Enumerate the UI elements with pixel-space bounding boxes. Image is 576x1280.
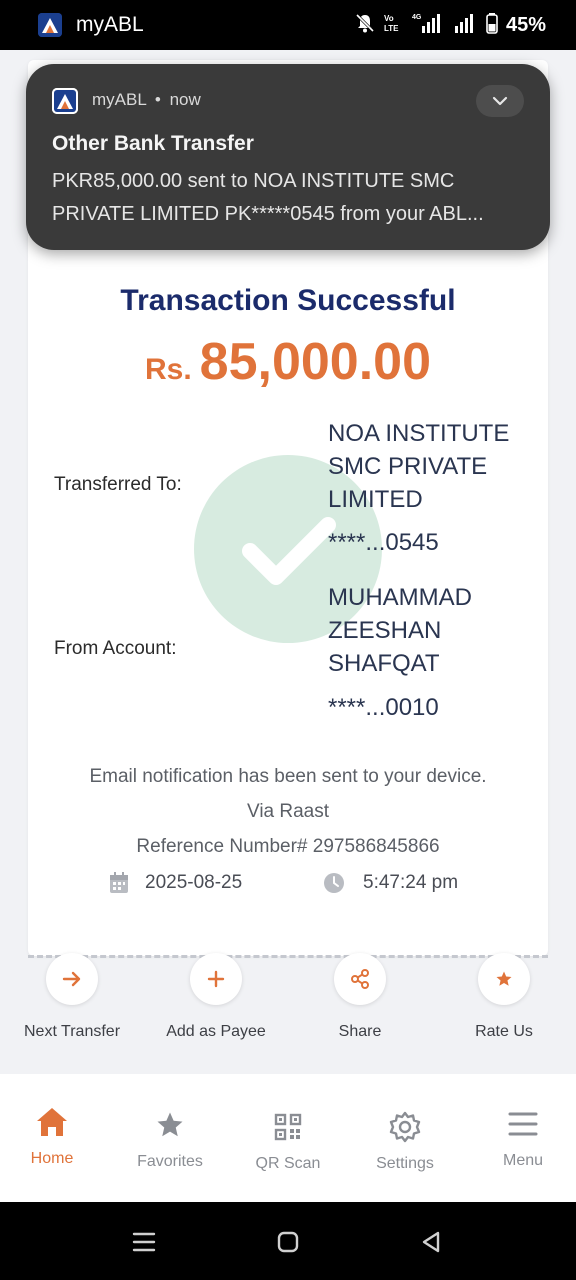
hamburger-icon [468, 1104, 576, 1144]
svg-text:4G: 4G [411, 14, 422, 21]
signal-icon-2 [454, 12, 478, 39]
nav-home[interactable] [0, 1102, 107, 1168]
transfer-channel: Via Raast [246, 801, 330, 822]
battery-percent: 45% [505, 14, 546, 36]
reference-number: Reference Number# 297586845866 [136, 836, 440, 857]
notification-time: now [169, 90, 201, 109]
nav-qr-scan-label: QR Scan [255, 1155, 321, 1172]
rate-us-label: Rate Us [475, 1023, 533, 1040]
notification-expand-button[interactable] [476, 85, 524, 117]
back-icon[interactable] [420, 1230, 442, 1259]
nav-favorites-label: Favorites [137, 1153, 203, 1170]
transaction-date [109, 872, 242, 894]
share-button[interactable] [300, 953, 420, 1041]
nav-settings[interactable] [350, 1107, 460, 1173]
sender-name: MUHAMMAD ZEESHAN SHAFQAT [328, 584, 472, 677]
push-notification[interactable] [26, 64, 550, 250]
qr-icon [233, 1107, 343, 1147]
favorites-star-icon [115, 1105, 225, 1145]
plus-icon [190, 953, 242, 1005]
notification-separator: • [154, 90, 161, 109]
transaction-time [323, 872, 458, 894]
sender-account: ****...0010 [328, 694, 439, 721]
next-transfer-label: Next Transfer [23, 1023, 121, 1040]
nav-settings-label: Settings [376, 1155, 434, 1172]
home-system-icon[interactable] [277, 1231, 299, 1258]
mute-bell-icon [354, 12, 376, 39]
system-navigation-bar [0, 1202, 576, 1280]
volte-icon [384, 12, 404, 39]
payee-name: NOA INSTITUTE SMC PRIVATE LIMITED [328, 420, 510, 513]
calendar-icon [109, 872, 129, 894]
transaction-amount [28, 332, 548, 392]
nav-menu[interactable] [468, 1104, 576, 1170]
recent-apps-icon[interactable] [132, 1231, 156, 1258]
arrow-right-icon [46, 953, 98, 1005]
status-app-name: myABL [76, 13, 144, 36]
rate-us-button[interactable] [444, 953, 564, 1041]
notification-app-name: myABL [92, 90, 147, 109]
add-as-payee-label: Add as Payee [166, 1023, 266, 1040]
nav-favorites[interactable] [115, 1105, 225, 1171]
abl-logo-icon [38, 13, 62, 37]
next-transfer-button[interactable] [12, 953, 132, 1041]
nav-qr-scan[interactable] [233, 1107, 343, 1173]
currency-label: Rs. [144, 353, 192, 386]
notification-header [92, 90, 201, 110]
time-value: 5:47:24 pm [363, 872, 459, 893]
battery-icon [486, 12, 498, 39]
email-notice: Email notification has been sent to your device. [89, 766, 487, 787]
date-value: 2025-08-25 [145, 872, 243, 893]
from-account-label: From Account: [54, 638, 177, 659]
add-as-payee-button[interactable] [156, 953, 276, 1041]
status-bar [0, 0, 576, 50]
transferred-to-label: Transferred To: [54, 474, 182, 495]
notification-body: PKR85,000.00 sent to NOA INSTITUTE SMC PRIVATE LIMITED PK*****0545 from your ABL... [52, 170, 484, 225]
svg-text:Vo: Vo [383, 14, 394, 23]
abl-notification-logo-icon [52, 88, 78, 114]
home-icon [0, 1102, 107, 1142]
notification-title: Other Bank Transfer [52, 132, 254, 155]
transaction-status-title: Transaction Successful [120, 284, 456, 317]
amount-value: 85,000.00 [199, 333, 432, 391]
nav-home-label: Home [30, 1150, 74, 1167]
payee-account: ****...0545 [328, 529, 439, 556]
share-label: Share [338, 1023, 382, 1040]
share-icon [334, 953, 386, 1005]
clock-icon [323, 872, 345, 894]
signal-icon [412, 12, 446, 39]
svg-text:LTE: LTE [383, 24, 399, 33]
star-icon [478, 953, 530, 1005]
bottom-navigation [0, 1074, 576, 1202]
nav-menu-label: Menu [502, 1152, 544, 1169]
gear-icon [350, 1107, 460, 1147]
chevron-down-icon [492, 96, 508, 106]
